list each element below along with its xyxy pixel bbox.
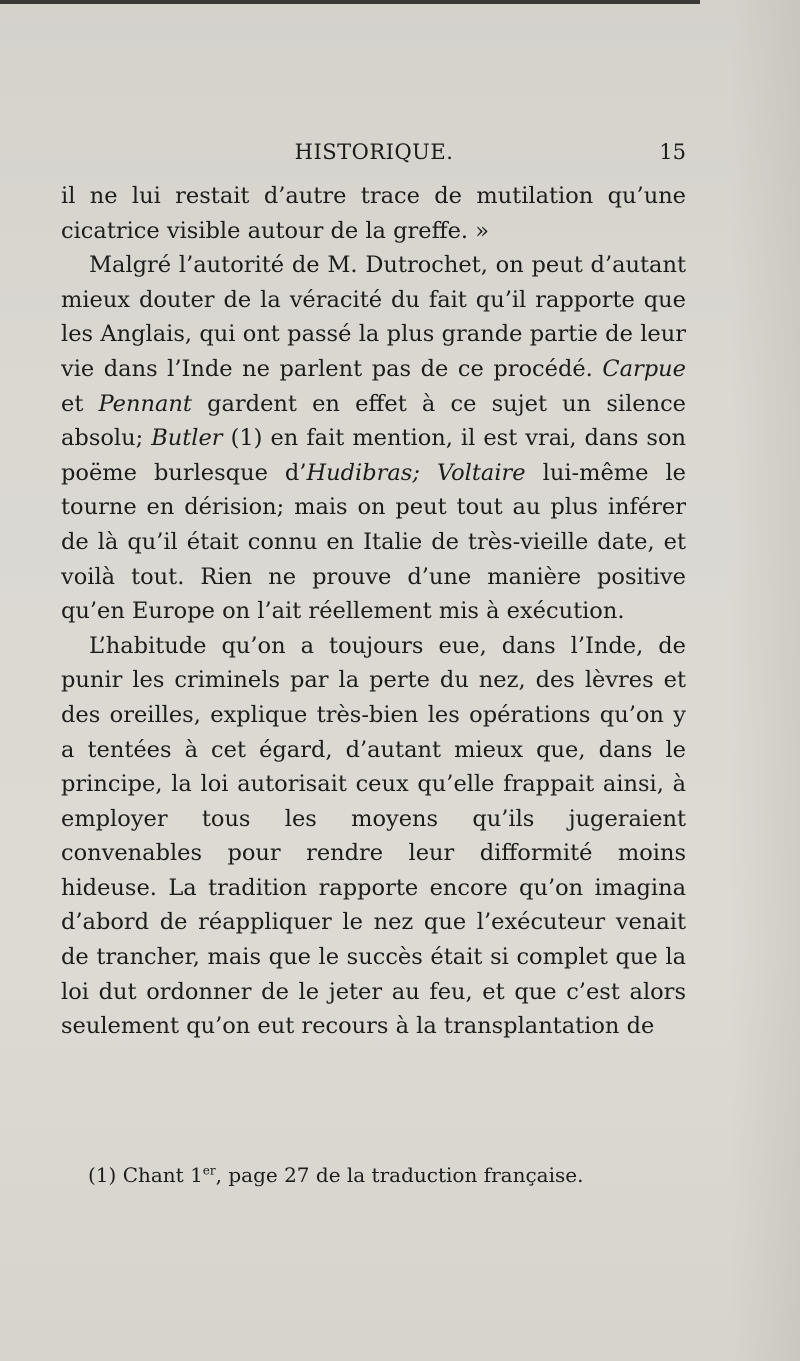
paragraph <box>61 629 686 1044</box>
text-segment: et <box>61 390 99 417</box>
page-header <box>62 140 686 172</box>
text-segment: gardent en effet à ce sujet un silence absolu; <box>61 390 686 452</box>
page-edge-shadow <box>730 0 800 1361</box>
top-edge-rule <box>0 0 700 4</box>
italic-text-segment: Pennant <box>98 390 192 417</box>
footnote-text: (1) Chant 1 <box>88 1163 203 1187</box>
italic-text-segment: Butler <box>151 425 223 452</box>
footnote <box>88 1160 688 1190</box>
page-number: 15 <box>659 140 686 164</box>
footnote-superscript: er <box>202 1163 216 1178</box>
text-segment: (1) en fait mention, il est vrai, dans son poëme burlesque d’ <box>61 425 686 486</box>
body-text <box>61 179 686 1044</box>
running-head: HISTORIQUE. <box>294 140 454 164</box>
footnote-text-rest: , page 27 de la traduction française. <box>215 1163 584 1187</box>
text-segment: L’habitude qu’on a toujours eue, dans l’Inde, de punir les criminels par la perte du nez, des lèvres et des oreilles, explique très-bien les opérations qu’on y a tentées à cet égard, d’autant mieux que, dans le principe, la loi autorisait ceux qu’elle frappait ainsi, à employer tous les moyens qu’ils jugeraient convenables pour rendre leur difformité moins hideuse. La tradition rapporte encore qu’on imagina d’abord de réappliquer le nez que l’exécuteur venait de trancher, mais que le succès était si complet que la loi dut ordonner de le jeter au feu, et que c’est alors seulement qu’on eut recours à la transplantation de <box>61 632 686 1040</box>
text-segment: il ne lui restait d’autre trace de mutilation qu’une cicatrice visible autour de la greffe. » <box>61 183 686 244</box>
text-segment: lui-même le tourne en dérision; mais on peut tout au plus inférer de là qu’il était connu en Italie de très-vieille date, et voilà tout. Rien ne prouve d’une manière positive qu’en Europe on l’ait réellement mis à exécution. <box>61 459 686 625</box>
paragraph <box>61 179 686 248</box>
italic-text-segment: Carpue <box>602 355 686 382</box>
text-segment: Malgré l’autorité de M. Dutrochet, on peut d’autant mieux douter de la véracité du fait qu’il rapporte que les Anglais, qui ont passé la plus grande partie de leur vie dans l’Inde ne parlent pas de ce procédé. <box>61 252 686 382</box>
paragraph <box>61 248 686 629</box>
italic-text-segment: Hudibras; Voltaire <box>306 459 526 486</box>
